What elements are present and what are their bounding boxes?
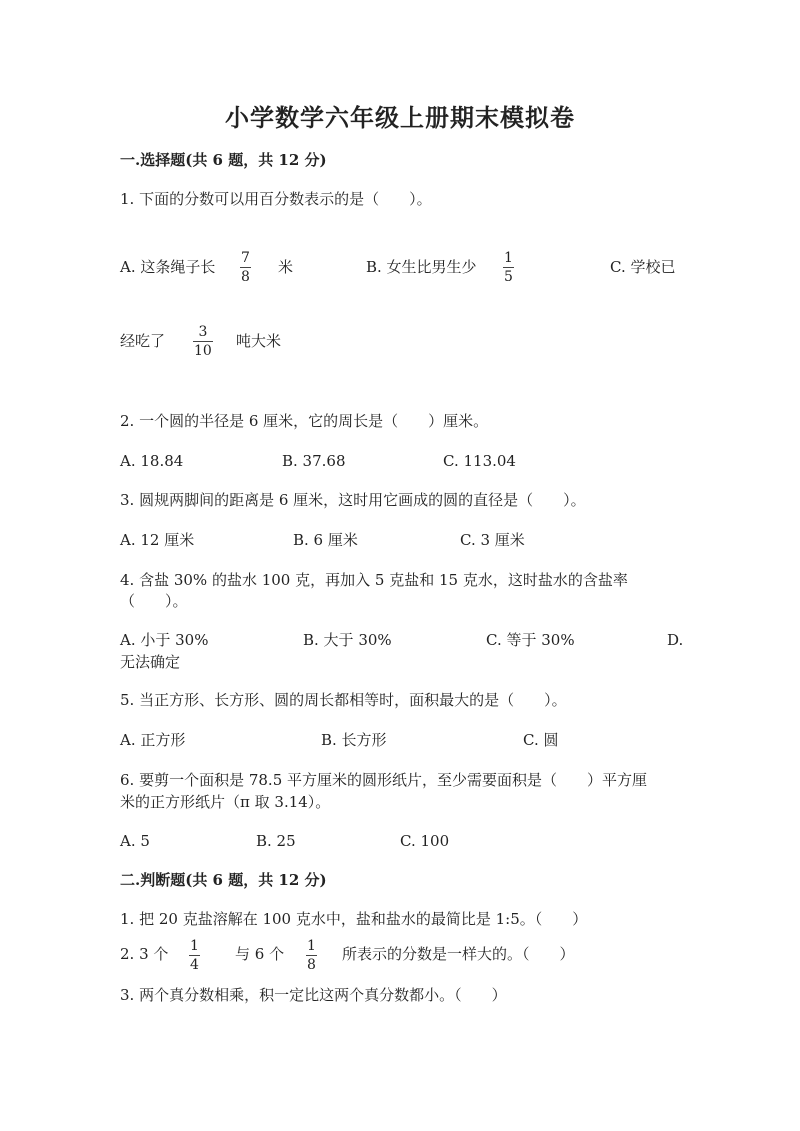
denominator: 10: [194, 343, 212, 359]
section-heading-choice: 一.选择题(共 6 题，共 12 分): [120, 151, 327, 169]
option-a: A. 正方形: [120, 731, 186, 749]
option-c: C. 100: [400, 832, 450, 850]
question-stem: 3. 圆规两脚间的距离是 6 厘米，这时用它画成的圆的直径是（ ）。: [120, 491, 586, 509]
option-b: B. 37.68: [282, 452, 346, 470]
option-a: A. 小于 30%: [120, 631, 209, 649]
option-b: B. 大于 30%: [303, 631, 392, 649]
option-b: B. 6 厘米: [293, 531, 358, 549]
judgment-question-suffix: 所表示的分数是一样大的。（ ）: [342, 945, 575, 963]
option-d: D.: [667, 631, 684, 649]
option-c: C. 圆: [523, 731, 559, 749]
fraction: [189, 938, 200, 973]
option-d-continued: 无法确定: [120, 653, 181, 671]
judgment-question: 3. 两个真分数相乘，积一定比这两个真分数都小。（ ）: [120, 986, 507, 1004]
fraction: [503, 250, 514, 285]
option-c: C. 3 厘米: [460, 531, 525, 549]
question-stem: 1. 下面的分数可以用百分数表示的是（ ）。: [120, 190, 432, 208]
section-heading-judgment: 二.判断题(共 6 题，共 12 分): [120, 871, 327, 889]
option-c: C. 等于 30%: [486, 631, 575, 649]
denominator: 8: [307, 957, 316, 973]
question-stem-continued: 米的正方形纸片（π 取 3.14）。: [120, 793, 331, 811]
option-b: B. 女生比男生少: [366, 258, 477, 276]
option-c: C. 113.04: [443, 452, 516, 470]
option-c: C. 学校已: [610, 258, 676, 276]
question-stem: 6. 要剪一个面积是 78.5 平方厘米的圆形纸片，至少需要面积是（ ）平方厘: [120, 771, 648, 789]
judgment-question-prefix: 2. 3 个: [120, 945, 169, 963]
option-c-continued: 经吃了: [120, 332, 166, 350]
numerator: 1: [307, 938, 316, 954]
option-a-unit: 米: [278, 258, 294, 276]
fraction: [240, 250, 251, 285]
option-a: A. 18.84: [120, 452, 184, 470]
denominator: 8: [241, 269, 250, 285]
page-title: 小学数学六年级上册期末模拟卷: [225, 103, 575, 132]
fraction: [193, 324, 213, 359]
question-stem: 4. 含盐 30% 的盐水 100 克，再加入 5 克盐和 15 克水，这时盐水的含盐率: [120, 571, 628, 589]
option-b: B. 长方形: [321, 731, 387, 749]
question-stem: 5. 当正方形、长方形、圆的周长都相等时，面积最大的是（ ）。: [120, 691, 567, 709]
numerator: 1: [190, 938, 199, 954]
fraction: [306, 938, 317, 973]
denominator: 5: [504, 269, 513, 285]
option-a: A. 5: [120, 832, 150, 850]
option-c-unit: 吨大米: [236, 332, 282, 350]
option-a: A. 这条绳子长: [120, 258, 216, 276]
denominator: 4: [190, 957, 199, 973]
numerator: 3: [198, 324, 208, 340]
option-b: B. 25: [256, 832, 296, 850]
numerator: 7: [241, 250, 250, 266]
judgment-question: 1. 把 20 克盐溶解在 100 克水中，盐和盐水的最简比是 1:5。（ ）: [120, 910, 588, 928]
judgment-question-middle: 与 6 个: [235, 945, 285, 963]
question-stem-continued: （ ）。: [120, 592, 188, 610]
question-stem: 2. 一个圆的半径是 6 厘米，它的周长是（ ）厘米。: [120, 412, 489, 430]
option-a: A. 12 厘米: [120, 531, 195, 549]
numerator: 1: [504, 250, 513, 266]
